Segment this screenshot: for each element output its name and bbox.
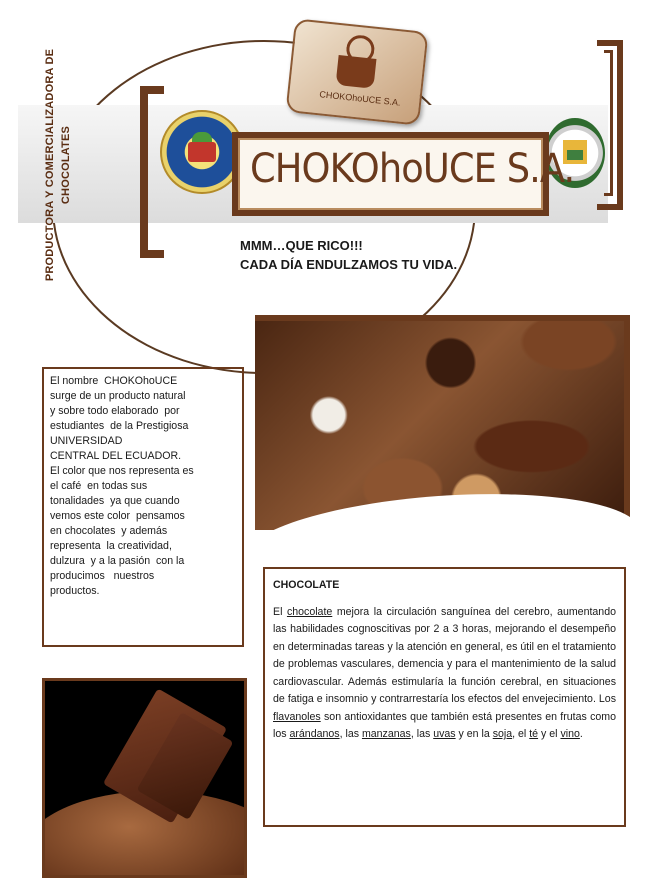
article-body — [273, 604, 616, 744]
info-line: vemos este color pensamos — [50, 510, 185, 522]
link-arandanos[interactable]: arándanos — [289, 728, 340, 740]
info-line: en chocolates y además — [50, 525, 168, 537]
link-soja[interactable]: soja — [492, 728, 513, 740]
company-info-text — [50, 374, 236, 599]
slogan-line-1: MMM…QUE RICO!!! — [240, 238, 363, 253]
product-logo-label: CHOKOhoUCE S.A. — [318, 89, 402, 108]
article-text: y el — [538, 728, 561, 740]
chocolate-article — [263, 567, 626, 827]
link-uvas[interactable]: uvas — [433, 728, 456, 740]
slogan — [240, 236, 457, 274]
info-line: surge de un producto natural — [50, 390, 186, 402]
vertical-tagline: PRODUCTORA Y COMERCIALIZADORA DE CHOCOLATES — [44, 48, 72, 282]
brand-name-box — [232, 132, 575, 216]
article-text: , las — [410, 728, 434, 740]
link-chocolate[interactable]: chocolate — [286, 605, 333, 618]
slogan-line-2: CADA DÍA ENDULZAMOS TU VIDA. — [240, 257, 458, 272]
company-info-box — [42, 367, 244, 647]
article-text: y en la — [455, 728, 493, 740]
info-line: dulzura y a la pasión con la — [50, 555, 185, 567]
info-line: CENTRAL DEL ECUADOR. — [50, 450, 182, 462]
info-line: El nombre CHOKOhoUCE — [50, 375, 178, 387]
article-text: El — [273, 605, 287, 618]
info-line: estudiantes de la Prestigiosa — [50, 420, 189, 432]
info-line: UNIVERSIDAD — [50, 435, 123, 447]
info-line: productos. — [50, 585, 100, 597]
chocolate-bar-photo — [42, 678, 247, 878]
info-line: y sobre todo elaborado por — [50, 405, 180, 417]
link-te[interactable]: té — [529, 728, 539, 740]
info-line: tonalidades ya que cuando — [50, 495, 180, 507]
info-line: El color que nos representa es — [50, 465, 194, 477]
link-vino[interactable]: vino — [560, 728, 580, 740]
article-text: son antioxidantes que también está presentes en frutas como los — [273, 710, 616, 740]
info-line: producimos nuestros — [50, 570, 155, 582]
article-text: , las — [339, 728, 362, 740]
right-inner-bracket-decoration — [604, 50, 613, 196]
left-bracket-decoration — [140, 86, 164, 258]
article-text: , el — [512, 728, 530, 740]
article-text: . — [579, 728, 583, 740]
brand-name: CHOKOhoUCE S.A. — [250, 146, 575, 192]
link-manzanas[interactable]: manzanas — [361, 728, 411, 740]
product-logo-icon — [285, 18, 428, 125]
article-text: mejora la circulación sanguínea del cerebro, aumentando las habilidades cognoscitivas por 2 a 3 horas, mejorando el desempeño en determinadas tareas y la atención en general, es útil en el tratamiento de problemas vasculares, demencia y para el mantenimiento de la salud cardiovascular. Además estimularía la función cerebral, en situaciones de fatiga e insomnio y contrarrestaría los efectos del envejecimiento. Los — [273, 605, 616, 705]
info-line: representa la creatividad, — [50, 540, 172, 552]
link-flavanoles[interactable]: flavanoles — [273, 710, 321, 723]
info-line: el café en todas sus — [50, 480, 148, 492]
article-title: CHOCOLATE — [273, 579, 340, 591]
